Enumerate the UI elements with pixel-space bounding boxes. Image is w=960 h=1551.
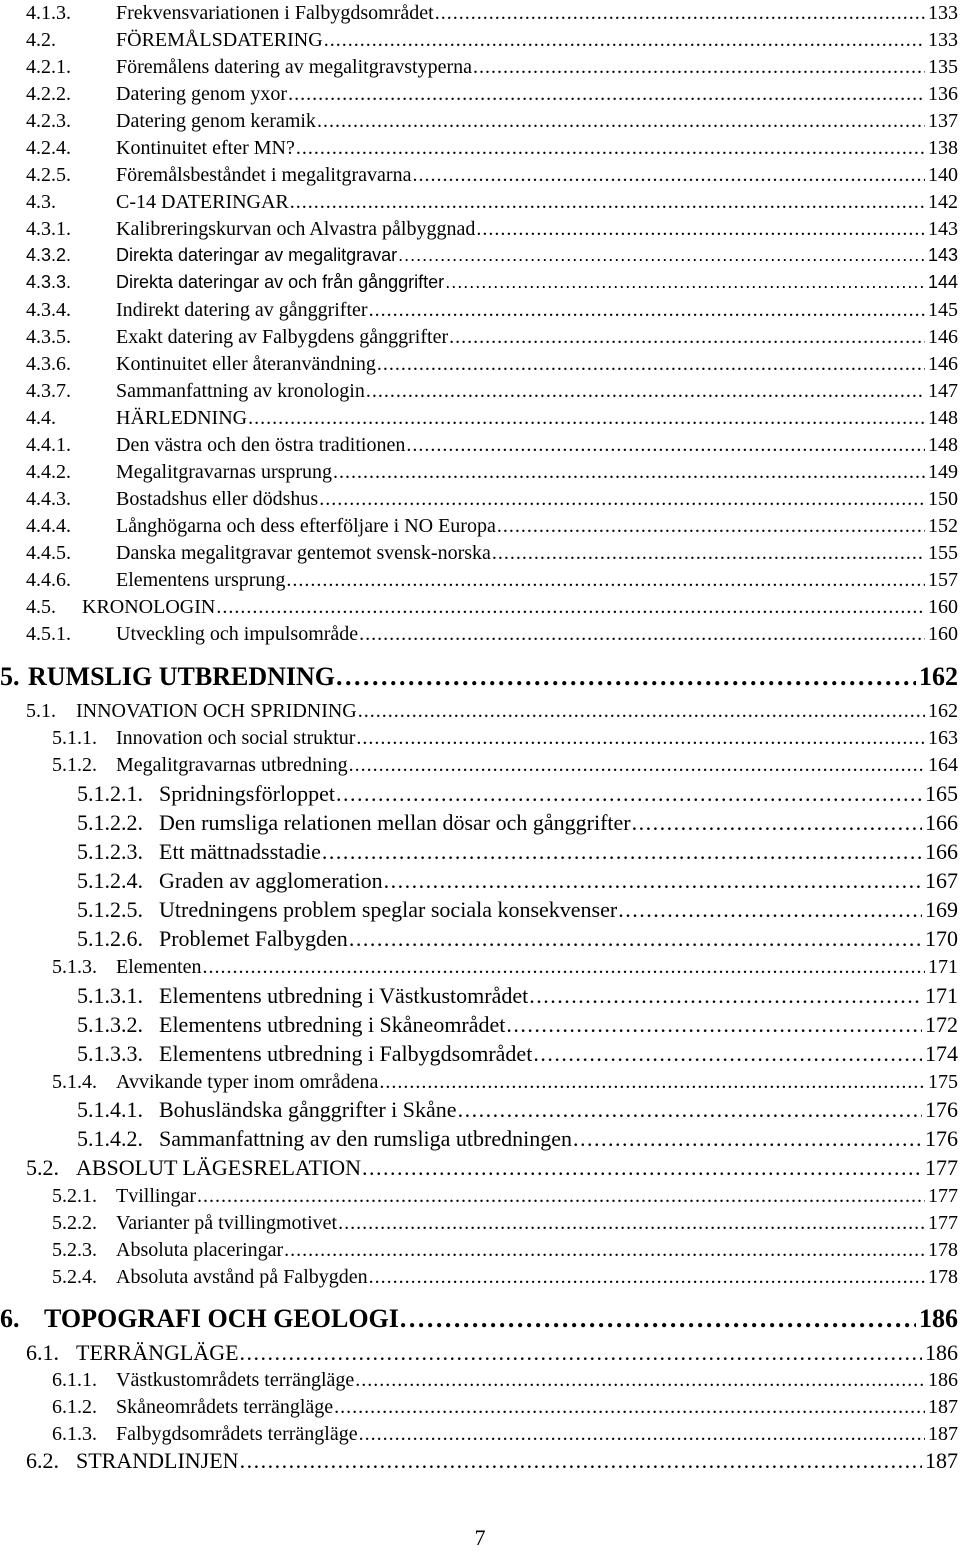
toc-entry-title: Absoluta placeringar bbox=[116, 1239, 284, 1261]
toc-entry-title: Västkustområdets terrängläge bbox=[116, 1369, 355, 1391]
toc-entry-number: 4.3.4. bbox=[26, 299, 71, 321]
toc-entry bbox=[52, 1237, 958, 1263]
toc-entry bbox=[26, 243, 958, 267]
dot-leader bbox=[324, 27, 925, 53]
toc-entry-title: Megalitgravarnas ursprung bbox=[116, 461, 333, 483]
toc-entry-title: Varianter på tvillingmotivet bbox=[116, 1212, 338, 1234]
toc-entry-title: Danska megalitgravar gentemot svensk-norska bbox=[116, 542, 491, 564]
toc-entry-page: 147 bbox=[928, 380, 958, 402]
dot-leader bbox=[435, 0, 925, 26]
toc-entry-number: 4.1.3. bbox=[26, 2, 71, 24]
toc-entry-page: 171 bbox=[925, 983, 958, 1008]
toc-entry-page: 152 bbox=[928, 515, 958, 537]
dot-leader bbox=[400, 1303, 916, 1335]
toc-entry-number: 5.2.1. bbox=[52, 1185, 97, 1207]
dot-leader bbox=[377, 351, 925, 377]
toc-entry-title: Falbygdsområdets terrängläge bbox=[116, 1423, 358, 1445]
toc-entry-number: 6.1.2. bbox=[52, 1396, 97, 1418]
toc-entry-title: Exakt datering av Falbygdens gånggrifter bbox=[116, 326, 449, 348]
toc-entry-number: 4.4.2. bbox=[26, 461, 71, 483]
toc-entry-number: 4.4.4. bbox=[26, 515, 71, 537]
toc-entry-title: Elementen bbox=[116, 956, 202, 978]
toc-entry bbox=[77, 1125, 958, 1153]
toc-entry-page: 166 bbox=[925, 810, 958, 835]
toc-entry-page: 174 bbox=[925, 1041, 958, 1066]
toc-entry-number: 5.1.4. bbox=[52, 1071, 97, 1093]
toc-entry-title: Den rumsliga relationen mellan dösar och gånggrifter bbox=[159, 810, 631, 835]
toc-entry-number: 4.5. bbox=[26, 596, 56, 618]
dot-leader bbox=[369, 297, 925, 323]
toc-entry bbox=[26, 135, 958, 161]
toc-entry-page: 186 bbox=[928, 1369, 958, 1391]
toc-entry-number: 5.1.2.3. bbox=[77, 839, 143, 864]
toc-entry-title: Sammanfattning av den rumsliga utbredningen bbox=[159, 1126, 573, 1151]
dot-leader bbox=[240, 1339, 922, 1367]
toc-entry-title: Föremålens datering av megalitgravstyperna bbox=[116, 56, 472, 78]
dot-leader bbox=[618, 896, 922, 924]
toc-entry bbox=[52, 1069, 958, 1095]
toc-entry bbox=[26, 405, 958, 431]
toc-entry-title: Avvikande typer inom områdena bbox=[116, 1071, 379, 1093]
toc-entry-title: INNOVATION OCH SPRIDNING bbox=[76, 700, 357, 722]
toc-entry bbox=[26, 486, 958, 512]
toc-entry-number: 6.1.3. bbox=[52, 1423, 97, 1445]
dot-leader bbox=[384, 867, 922, 895]
toc-entry bbox=[26, 297, 958, 323]
toc-entry-number: 4.2.1. bbox=[26, 56, 71, 78]
toc-entry-number: 4.4.5. bbox=[26, 542, 71, 564]
toc-entry bbox=[26, 81, 958, 107]
dot-leader bbox=[349, 925, 922, 953]
toc-entry-page: 166 bbox=[925, 839, 958, 864]
toc-entry bbox=[52, 725, 958, 751]
toc-entry bbox=[26, 621, 958, 647]
dot-leader bbox=[406, 432, 925, 458]
dot-leader bbox=[334, 1394, 925, 1420]
toc-entry-page: 170 bbox=[925, 926, 958, 951]
toc-entry-page: 186 bbox=[925, 1340, 958, 1365]
dot-leader bbox=[319, 486, 925, 512]
page-number: 7 bbox=[474, 1525, 486, 1550]
toc-entry-title: Megalitgravarnas utbredning bbox=[116, 754, 348, 776]
toc-entry-page: 145 bbox=[928, 299, 958, 321]
toc-entry-page: 162 bbox=[919, 662, 958, 691]
toc-entry-page: 177 bbox=[928, 1185, 958, 1207]
toc-entry bbox=[26, 351, 958, 377]
dot-leader bbox=[203, 954, 925, 980]
dot-leader bbox=[349, 752, 925, 778]
toc-entry bbox=[77, 1096, 958, 1124]
dot-leader bbox=[492, 540, 925, 566]
dot-leader bbox=[336, 661, 916, 693]
toc-entry-title: Kontinuitet eller återanvändning bbox=[116, 353, 376, 375]
toc-entry bbox=[26, 27, 958, 53]
dot-leader bbox=[398, 243, 925, 267]
toc-entry-title: RUMSLIG UTBREDNING bbox=[28, 662, 335, 691]
toc-entry-number: 4.2.4. bbox=[26, 137, 71, 159]
toc-entry-number: 6.1.1. bbox=[52, 1369, 97, 1391]
toc-entry bbox=[52, 1421, 958, 1447]
toc-entry bbox=[26, 54, 958, 80]
dot-leader bbox=[197, 1183, 925, 1209]
toc-entry-title: KRONOLOGIN bbox=[82, 596, 216, 618]
toc-entry bbox=[77, 1040, 958, 1068]
toc-entry-page: 143 bbox=[928, 218, 958, 240]
toc-entry-page: 157 bbox=[928, 569, 958, 591]
toc-entry bbox=[26, 324, 958, 350]
toc-entry-number: 4.2.2. bbox=[26, 83, 71, 105]
toc-entry bbox=[26, 378, 958, 404]
dot-leader bbox=[529, 982, 922, 1010]
toc-entry-number: 5.1.3. bbox=[52, 956, 97, 978]
toc-entry-page: 187 bbox=[925, 1448, 958, 1473]
dot-leader bbox=[216, 594, 925, 620]
toc-entry-title: Ett mättnadsstadie bbox=[159, 839, 321, 864]
toc-entry bbox=[0, 661, 958, 693]
dot-leader bbox=[369, 1264, 925, 1290]
toc-entry-page: 163 bbox=[928, 727, 958, 749]
toc-entry-page: 150 bbox=[928, 488, 958, 510]
toc-entry-number: 4.2. bbox=[26, 29, 56, 51]
toc-entry bbox=[77, 809, 958, 837]
toc-entry bbox=[77, 982, 958, 1010]
toc-entry-title: Bostadshus eller dödshus bbox=[116, 488, 319, 510]
toc-entry bbox=[26, 1154, 958, 1182]
toc-entry-page: 146 bbox=[928, 353, 958, 375]
toc-entry-title: Tvillingar bbox=[116, 1185, 196, 1207]
toc-entry-title: Absoluta avstånd på Falbygden bbox=[116, 1266, 368, 1288]
toc-entry-page: 169 bbox=[925, 897, 958, 922]
toc-entry-title: Spridningsförloppet bbox=[159, 781, 335, 806]
toc-entry-title: Frekvensvariationen i Falbygdsområdet bbox=[116, 2, 434, 24]
toc-entry-title: Kontinuitet efter MN? bbox=[116, 137, 295, 159]
toc-entry-page: 133 bbox=[928, 2, 958, 24]
toc-entry-page: 171 bbox=[928, 956, 958, 978]
toc-entry-number: 6. bbox=[0, 1304, 20, 1333]
toc-entry-page: 176 bbox=[925, 1126, 958, 1151]
toc-entry-page: 165 bbox=[925, 781, 958, 806]
toc-entry bbox=[52, 1394, 958, 1420]
toc-entry-number: 4.5.1. bbox=[26, 623, 71, 645]
toc-entry bbox=[52, 1264, 958, 1290]
dot-leader bbox=[359, 621, 925, 647]
toc-entry bbox=[26, 0, 958, 26]
toc-entry-page: 172 bbox=[925, 1012, 958, 1037]
toc-entry-number: 5.1.3.2. bbox=[77, 1012, 143, 1037]
dot-leader bbox=[240, 1447, 922, 1475]
toc-entry bbox=[0, 1303, 958, 1335]
toc-entry bbox=[26, 1447, 958, 1475]
toc-entry-number: 5.1.4.1. bbox=[77, 1097, 143, 1122]
dot-leader bbox=[338, 1210, 925, 1236]
toc-entry-title: Indirekt datering av gånggrifter bbox=[116, 299, 368, 321]
toc-entry-page: 155 bbox=[928, 542, 958, 564]
toc-entry-page: 133 bbox=[928, 29, 958, 51]
toc-entry-title: Sammanfattning av kronologin bbox=[116, 380, 365, 402]
toc-entry-page: 187 bbox=[928, 1423, 958, 1445]
toc-entry-title: FÖREMÅLSDATERING bbox=[116, 29, 323, 51]
toc-entry-page: 138 bbox=[928, 137, 958, 159]
toc-entry-page: 142 bbox=[928, 191, 958, 213]
toc-entry bbox=[77, 1011, 958, 1039]
dot-leader bbox=[358, 698, 925, 724]
toc-entry-number: 5.1.2. bbox=[52, 754, 97, 776]
toc-entry-page: 148 bbox=[928, 407, 958, 429]
toc-entry-page: 135 bbox=[928, 56, 958, 78]
dot-leader bbox=[359, 1421, 925, 1447]
toc-entry-page: 148 bbox=[928, 434, 958, 456]
toc-entry-page: 178 bbox=[928, 1266, 958, 1288]
toc-entry-number: 5.1.3.1. bbox=[77, 983, 143, 1008]
toc-entry bbox=[26, 698, 958, 724]
dot-leader bbox=[573, 1125, 922, 1153]
toc-entry-title: C-14 DATERINGAR bbox=[116, 191, 289, 213]
dot-leader bbox=[533, 1040, 922, 1068]
toc-entry bbox=[26, 162, 958, 188]
dot-leader bbox=[333, 459, 925, 485]
dot-leader bbox=[355, 1367, 925, 1393]
dot-leader bbox=[449, 324, 925, 350]
toc-entry-title: Bohusländska gånggrifter i Skåne bbox=[159, 1097, 457, 1122]
toc-entry-title: Elementens utbredning i Falbygdsområdet bbox=[159, 1041, 533, 1066]
toc-entry-page: 143 bbox=[927, 245, 958, 265]
toc-entry bbox=[26, 432, 958, 458]
toc-entry-page: 187 bbox=[928, 1396, 958, 1418]
toc-entry bbox=[77, 925, 958, 953]
dot-leader bbox=[356, 725, 925, 751]
dot-leader bbox=[296, 135, 925, 161]
toc-entry-title: Direkta dateringar av och från gånggrifter bbox=[116, 272, 445, 292]
dot-leader bbox=[286, 567, 925, 593]
dot-leader bbox=[336, 780, 922, 808]
toc-entry bbox=[26, 189, 958, 215]
dot-leader bbox=[248, 405, 925, 431]
toc-entry-title: Utveckling och impulsområde bbox=[116, 623, 359, 645]
toc-entry-number: 5.2. bbox=[26, 1155, 59, 1180]
toc-entry-page: 162 bbox=[928, 700, 958, 722]
toc-entry-page: 164 bbox=[928, 754, 958, 776]
toc-entry-number: 4.3.6. bbox=[26, 353, 71, 375]
toc-entry-number: 6.1. bbox=[26, 1340, 59, 1365]
toc-entry-title: Elementens ursprung bbox=[116, 569, 286, 591]
dot-leader bbox=[445, 270, 925, 294]
toc-entry bbox=[26, 567, 958, 593]
dot-leader bbox=[412, 162, 925, 188]
toc-entry-number: 5.2.3. bbox=[52, 1239, 97, 1261]
toc-entry-title: Föremålsbeståndet i megalitgravarna bbox=[116, 164, 412, 186]
toc-entry-title: Kalibreringskurvan och Alvastra pålbyggnad bbox=[116, 218, 476, 240]
toc-entry bbox=[52, 752, 958, 778]
toc-entry-number: 4.2.3. bbox=[26, 110, 71, 132]
dot-leader bbox=[366, 378, 925, 404]
toc-entry-title: Datering genom yxor bbox=[116, 83, 288, 105]
toc-entry-title: Skåneområdets terrängläge bbox=[116, 1396, 334, 1418]
toc-entry-title: Datering genom keramik bbox=[116, 110, 316, 132]
toc-entry-number: 5.1.4.2. bbox=[77, 1126, 143, 1151]
toc-entry-number: 5.1.2.1. bbox=[77, 781, 143, 806]
dot-leader bbox=[476, 216, 925, 242]
toc-entry-number: 4.3. bbox=[26, 191, 56, 213]
toc-entry bbox=[52, 1210, 958, 1236]
toc-entry bbox=[52, 1367, 958, 1393]
dot-leader bbox=[362, 1154, 922, 1182]
toc-entry bbox=[26, 270, 958, 294]
toc-entry-number: 4.3.7. bbox=[26, 380, 71, 402]
toc-entry-page: 177 bbox=[928, 1212, 958, 1234]
toc-entry-number: 4.4.1. bbox=[26, 434, 71, 456]
toc-entry-number: 5.1.1. bbox=[52, 727, 97, 749]
toc-entry bbox=[26, 108, 958, 134]
dot-leader bbox=[473, 54, 925, 80]
toc-entry bbox=[26, 459, 958, 485]
toc-entry-page: 176 bbox=[925, 1097, 958, 1122]
toc-entry-number: 6.2. bbox=[26, 1448, 59, 1473]
dot-leader bbox=[288, 81, 925, 107]
toc-entry-title: Elementens utbredning i Skåneområdet bbox=[159, 1012, 506, 1037]
toc-entry-number: 5.1.2.4. bbox=[77, 868, 143, 893]
dot-leader bbox=[497, 513, 925, 539]
toc-entry-number: 4.3.5. bbox=[26, 326, 71, 348]
dot-leader bbox=[290, 189, 925, 215]
toc-entry-number: 4.4. bbox=[26, 407, 56, 429]
toc-entry bbox=[77, 780, 958, 808]
toc-entry bbox=[77, 867, 958, 895]
toc-entry-title: Graden av agglomeration bbox=[159, 868, 383, 893]
toc-entry-number: 5.1.3.3. bbox=[77, 1041, 143, 1066]
toc-entry-page: 137 bbox=[928, 110, 958, 132]
toc-entry-page: 160 bbox=[928, 596, 958, 618]
toc-entry-page: 160 bbox=[928, 623, 958, 645]
toc-entry-title: Innovation och social struktur bbox=[116, 727, 356, 749]
toc-entry-title: ABSOLUT LÄGESRELATION bbox=[76, 1155, 361, 1180]
toc-entry-page: 177 bbox=[925, 1155, 958, 1180]
toc-entry-page: 175 bbox=[928, 1071, 958, 1093]
toc-entry-title: Utredningens problem speglar sociala konsekvenser bbox=[159, 897, 618, 922]
toc-entry-page: 149 bbox=[928, 461, 958, 483]
toc-entry-title: Problemet Falbygden bbox=[159, 926, 348, 951]
toc-entry bbox=[52, 954, 958, 980]
toc-entry bbox=[26, 1339, 958, 1367]
toc-entry-number: 4.2.5. bbox=[26, 164, 71, 186]
toc-entry bbox=[77, 838, 958, 866]
toc-entry bbox=[77, 896, 958, 924]
toc-entry-number: 4.4.6. bbox=[26, 569, 71, 591]
toc-entry-number: 4.4.3. bbox=[26, 488, 71, 510]
toc-entry-page: 178 bbox=[928, 1239, 958, 1261]
toc-entry bbox=[26, 513, 958, 539]
toc-entry-number: 5.2.2. bbox=[52, 1212, 97, 1234]
toc-entry-page: 146 bbox=[928, 326, 958, 348]
toc-entry-page: 144 bbox=[927, 272, 958, 292]
toc-entry bbox=[52, 1183, 958, 1209]
toc-entry-page: 140 bbox=[928, 164, 958, 186]
dot-leader bbox=[379, 1069, 925, 1095]
dot-leader bbox=[632, 809, 922, 837]
toc-entry-number: 5.1.2.2. bbox=[77, 810, 143, 835]
toc-entry-title: TOPOGRAFI OCH GEOLOGI bbox=[44, 1304, 399, 1333]
toc-entry-title: Den västra och den östra traditionen bbox=[116, 434, 406, 456]
toc-entry-number: 4.3.1. bbox=[26, 218, 71, 240]
toc-entry-page: 167 bbox=[925, 868, 958, 893]
dot-leader bbox=[284, 1237, 925, 1263]
toc-entry-page: 186 bbox=[919, 1304, 958, 1333]
toc-entry bbox=[26, 216, 958, 242]
toc-entry-title: Elementens utbredning i Västkustområdet bbox=[159, 983, 529, 1008]
toc-entry bbox=[26, 594, 958, 620]
toc-entry-title: HÄRLEDNING bbox=[116, 407, 248, 429]
toc-entry-number: 5.2.4. bbox=[52, 1266, 97, 1288]
toc-entry-number: 4.3.3. bbox=[26, 272, 72, 292]
toc-entry-number: 4.3.2. bbox=[26, 245, 72, 265]
dot-leader bbox=[322, 838, 922, 866]
toc-entry-title: Långhögarna och dess efterföljare i NO Europa bbox=[116, 515, 496, 537]
toc-entry-number: 5.1. bbox=[26, 700, 56, 722]
dot-leader bbox=[458, 1096, 922, 1124]
toc-entry-number: 5. bbox=[0, 662, 20, 691]
toc-entry-number: 5.1.2.6. bbox=[77, 926, 143, 951]
dot-leader bbox=[506, 1011, 922, 1039]
toc-entry-title: Direkta dateringar av megalitgravar bbox=[116, 245, 398, 265]
dot-leader bbox=[317, 108, 925, 134]
toc-entry-title: STRANDLINJEN bbox=[76, 1448, 239, 1473]
toc-entry-number: 5.1.2.5. bbox=[77, 897, 143, 922]
toc-entry-page: 136 bbox=[928, 83, 958, 105]
toc-entry-title: TERRÄNGLÄGE bbox=[76, 1340, 239, 1365]
toc-entry bbox=[26, 540, 958, 566]
